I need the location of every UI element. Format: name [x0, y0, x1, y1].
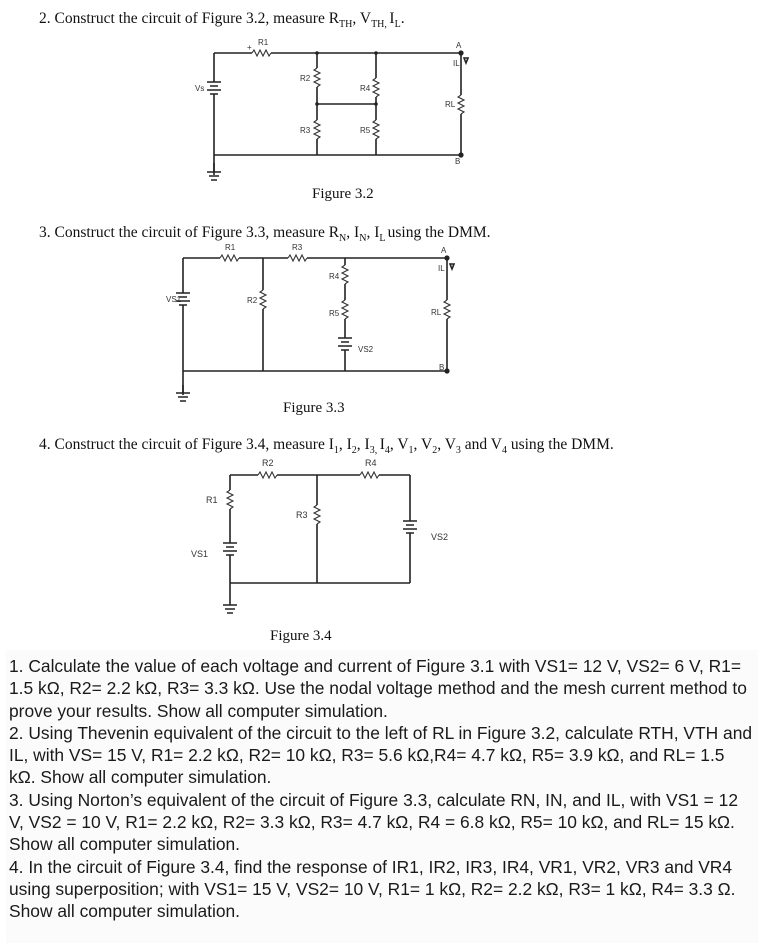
- fig33-r1-label: R1: [225, 243, 236, 252]
- question-2: 2. Using Thevenin equivalent of the circuit to the left of RL in Figure 3.2, calculate RTH, VTH and IL, with VS= 15 V, R1= 2.2 kΩ, R2= 10 kΩ, R3= 5.6 kΩ,R4= 4.7 kΩ, R5= 3.9 kΩ, and RL= 1.5 kΩ. Show all computer simulation.: [9, 722, 753, 788]
- fig34-r1-label: R1: [206, 495, 218, 505]
- fig33-r2-label: R2: [247, 296, 258, 305]
- question-4: 4. In the circuit of Figure 3.4, find the response of IR1, IR2, IR3, IR4, VR1, VR2, VR3 and VR4 using superposition; with VS1= 15 V, VS2= 10 V, R1= 1 kΩ, R2= 2.2 kΩ, R3= 1 kΩ, R4= 3.3 Ω. Show all computer simulation.: [9, 856, 736, 922]
- fig32-r5-label: R5: [360, 126, 371, 135]
- questions-panel: [6, 650, 758, 943]
- fig34-r4-label: R4: [365, 458, 377, 468]
- fig33-rl-label: RL: [431, 308, 442, 317]
- fig32-vs-label: Vs: [195, 84, 205, 93]
- fig32-il-label: IL: [453, 59, 460, 68]
- fig34-vs1-label: VS1: [191, 549, 209, 559]
- fig32-plus: +: [247, 43, 252, 52]
- section-3-heading: 3. Construct the circuit of Figure 3.3, measure $R_N$, $I_N$, $I_L$ using the DMM.: [39, 224, 491, 245]
- fig32-rl-label: RL: [445, 100, 456, 109]
- figure-3-2-caption: Figure 3.2: [312, 186, 374, 202]
- fig32-a-label: A: [456, 41, 462, 50]
- fig34-r2-label: R2: [262, 458, 274, 468]
- figure-3-3-caption: Figure 3.3: [283, 400, 345, 416]
- fig32-r3-label: R3: [300, 126, 311, 135]
- fig33-vs2-label: VS2: [358, 345, 374, 354]
- fig34-r3-label: R3: [296, 510, 308, 520]
- figure-3-4-caption: Figure 3.4: [270, 628, 332, 644]
- fig33-r5-label: R5: [329, 309, 340, 318]
- section-2-heading: 2. Construct the circuit of Figure 3.2, measure $R_{TH}$, $V_{TH,}$ $I_L$.: [39, 10, 405, 31]
- fig33-r3-label: R3: [292, 243, 303, 252]
- fig32-r1-label: R1: [258, 38, 269, 47]
- fig33-a-label: A: [441, 246, 447, 255]
- fig33-b-label: B: [439, 363, 445, 372]
- question-3: 3. Using Norton’s equivalent of the circuit of Figure 3.3, calculate RN, IN, and IL, with VS1 = 12 V, VS2 = 10 V, R1= 2.2 kΩ, R2= 3.3 kΩ, R3= 4.7 kΩ, R4 = 6.8 kΩ, R5= 10 kΩ, and RL= 15 kΩ. Show all computer simulation.: [9, 789, 739, 855]
- fig33-il-label: IL: [438, 264, 445, 273]
- fig34-vs2-label: VS2: [431, 532, 449, 542]
- questions-text: [9, 655, 754, 923]
- fig32-r4-label: R4: [360, 84, 371, 93]
- section-4-heading: 4. Construct the circuit of Figure 3.4, measure $I_1$, $I_2$, $I_{3,}$ $I_4$, $V_1$, $V_2$, $V_3$ and $V_4$ using the DMM.: [39, 436, 614, 457]
- fig33-r4-label: R4: [329, 272, 340, 281]
- question-1: 1. Calculate the value of each voltage and current of Figure 3.1 with VS1= 12 V, VS2= 6 V, R1= 1.5 kΩ, R2= 2.2 kΩ, R3= 3.3 kΩ. Use the nodal voltage method and the mesh current method to prove your results. Show all computer simulation.: [9, 656, 747, 721]
- fig32-r2-label: R2: [300, 74, 311, 83]
- fig33-vs1-label: VS1: [166, 295, 182, 304]
- fig32-b-label: B: [455, 157, 461, 166]
